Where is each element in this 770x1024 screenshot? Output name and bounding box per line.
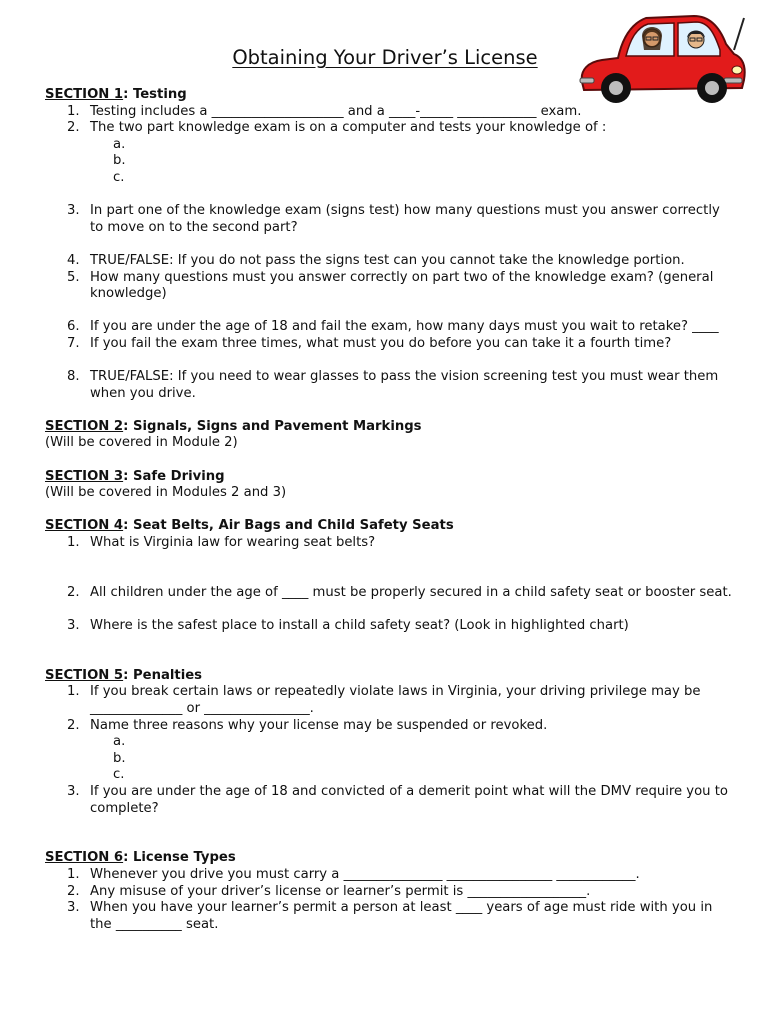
section-6-heading: SECTION 6: License Types [45, 850, 236, 866]
answer-letter: b. [113, 750, 126, 766]
answer-letter: a. [113, 136, 126, 152]
section-name: Penalties [132, 667, 203, 683]
answer-letter: c. [113, 169, 125, 185]
list-item [45, 253, 735, 270]
list-item [45, 784, 735, 817]
item-number: 6. [67, 319, 80, 335]
item-text: In part one of the knowledge exam (signs test) how many questions must you answer correctly to move on to the second part? [90, 203, 720, 235]
item-number: 2. [67, 883, 80, 899]
item-text: All children under the age of ____ must be properly secured in a child safety seat or booster seat. [90, 584, 732, 600]
list-item [45, 618, 735, 635]
item-number: 2. [67, 120, 80, 136]
item-text: Whenever you drive you must carry a _______________ ________________ ____________. [90, 866, 640, 882]
item-text: If you break certain laws or repeatedly violate laws in Virginia, your driving privilege may be ______________ or ________________. [90, 684, 701, 716]
list-item [45, 120, 735, 137]
item-number: 1. [67, 103, 80, 119]
list-item [45, 319, 735, 336]
list-item [45, 585, 735, 602]
list-item [45, 718, 735, 735]
item-text: If you are under the age of 18 and convicted of a demerit point what will the DMV require you to complete? [90, 783, 728, 816]
item-number: 4. [67, 252, 80, 268]
list-item [45, 900, 735, 933]
item-number: 7. [67, 335, 80, 351]
list-item [45, 104, 735, 121]
item-number: 1. [67, 866, 80, 882]
section-5-heading: SECTION 5: Penalties [45, 667, 203, 683]
item-number: 3. [67, 618, 80, 633]
list-item [45, 684, 735, 717]
item-text: Where is the safest place to install a child safety seat? (Look in highlighted chart) [90, 618, 629, 633]
item-text: When you have your learner’s permit a person at least ____ years of age must ride with you in the __________ seat. [90, 900, 713, 932]
answer-letter: b. [113, 153, 126, 169]
item-number: 5. [67, 269, 80, 285]
section-label: SECTION 6 [45, 850, 124, 866]
section-label: SECTION 1 [45, 87, 124, 102]
section-name: Seat Belts, Air Bags and Child Safety Seats [132, 518, 454, 534]
list-item [45, 369, 735, 402]
section-name: Safe Driving [132, 468, 225, 484]
item-number: 3. [67, 900, 80, 916]
item-text: The two part knowledge exam is on a computer and tests your knowledge of : [90, 120, 607, 136]
item-text: Name three reasons why your license may be suspended or revoked. [90, 717, 548, 733]
item-text: If you are under the age of 18 and fail the exam, how many days must you wait to retake? ____ [90, 319, 719, 335]
worksheet-content [45, 87, 735, 933]
item-number: 1. [67, 684, 80, 700]
section-label: SECTION 3 [45, 468, 124, 484]
list-item [45, 203, 735, 236]
section-4-heading: SECTION 4: Seat Belts, Air Bags and Child Safety Seats [45, 518, 454, 534]
section-2-heading: SECTION 2: Signals, Signs and Pavement Markings [45, 418, 422, 434]
item-text: TRUE/FALSE: If you do not pass the signs test can you cannot take the knowledge portion. [90, 252, 685, 268]
section-note: (Will be covered in Module 2) [45, 435, 238, 451]
item-number: 3. [67, 203, 80, 219]
section-name: License Types [132, 850, 236, 866]
item-number: 1. [67, 535, 80, 551]
item-text: Any misuse of your driver’s license or learner’s permit is __________________. [90, 883, 591, 899]
section-label: SECTION 4 [45, 518, 124, 534]
answer-letter: a. [113, 734, 126, 750]
item-number: 8. [67, 369, 80, 385]
section-note: (Will be covered in Modules 2 and 3) [45, 485, 287, 501]
item-text: TRUE/FALSE: If you need to wear glasses to pass the vision screening test you must wear them when you drive. [90, 369, 719, 401]
section-name: Testing [132, 87, 187, 102]
item-text: Testing includes a ____________________ and a ____-_____ ____________ exam. [90, 103, 582, 119]
item-number: 3. [67, 783, 80, 799]
item-text: How many questions must you answer correctly on part two of the knowledge exam? (general knowledge) [90, 269, 714, 302]
item-text: If you fail the exam three times, what must you do before you can take it a fourth time? [90, 335, 672, 351]
list-item [45, 336, 735, 353]
section-label: SECTION 5 [45, 667, 124, 683]
list-item [45, 270, 735, 303]
section-name: Signals, Signs and Pavement Markings [132, 418, 422, 434]
answer-letter: c. [113, 767, 125, 783]
section-label: SECTION 2 [45, 418, 124, 434]
list-item [45, 867, 735, 884]
page-title: Obtaining Your Driver’s License [232, 46, 538, 69]
list-item [45, 535, 735, 552]
section-3-heading: SECTION 3: Safe Driving [45, 468, 225, 484]
item-number: 2. [67, 584, 80, 600]
section-1-heading: SECTION 1: Testing [45, 87, 187, 102]
list-item [45, 884, 735, 901]
item-number: 2. [67, 717, 80, 733]
item-text: What is Virginia law for wearing seat belts? [90, 535, 376, 551]
